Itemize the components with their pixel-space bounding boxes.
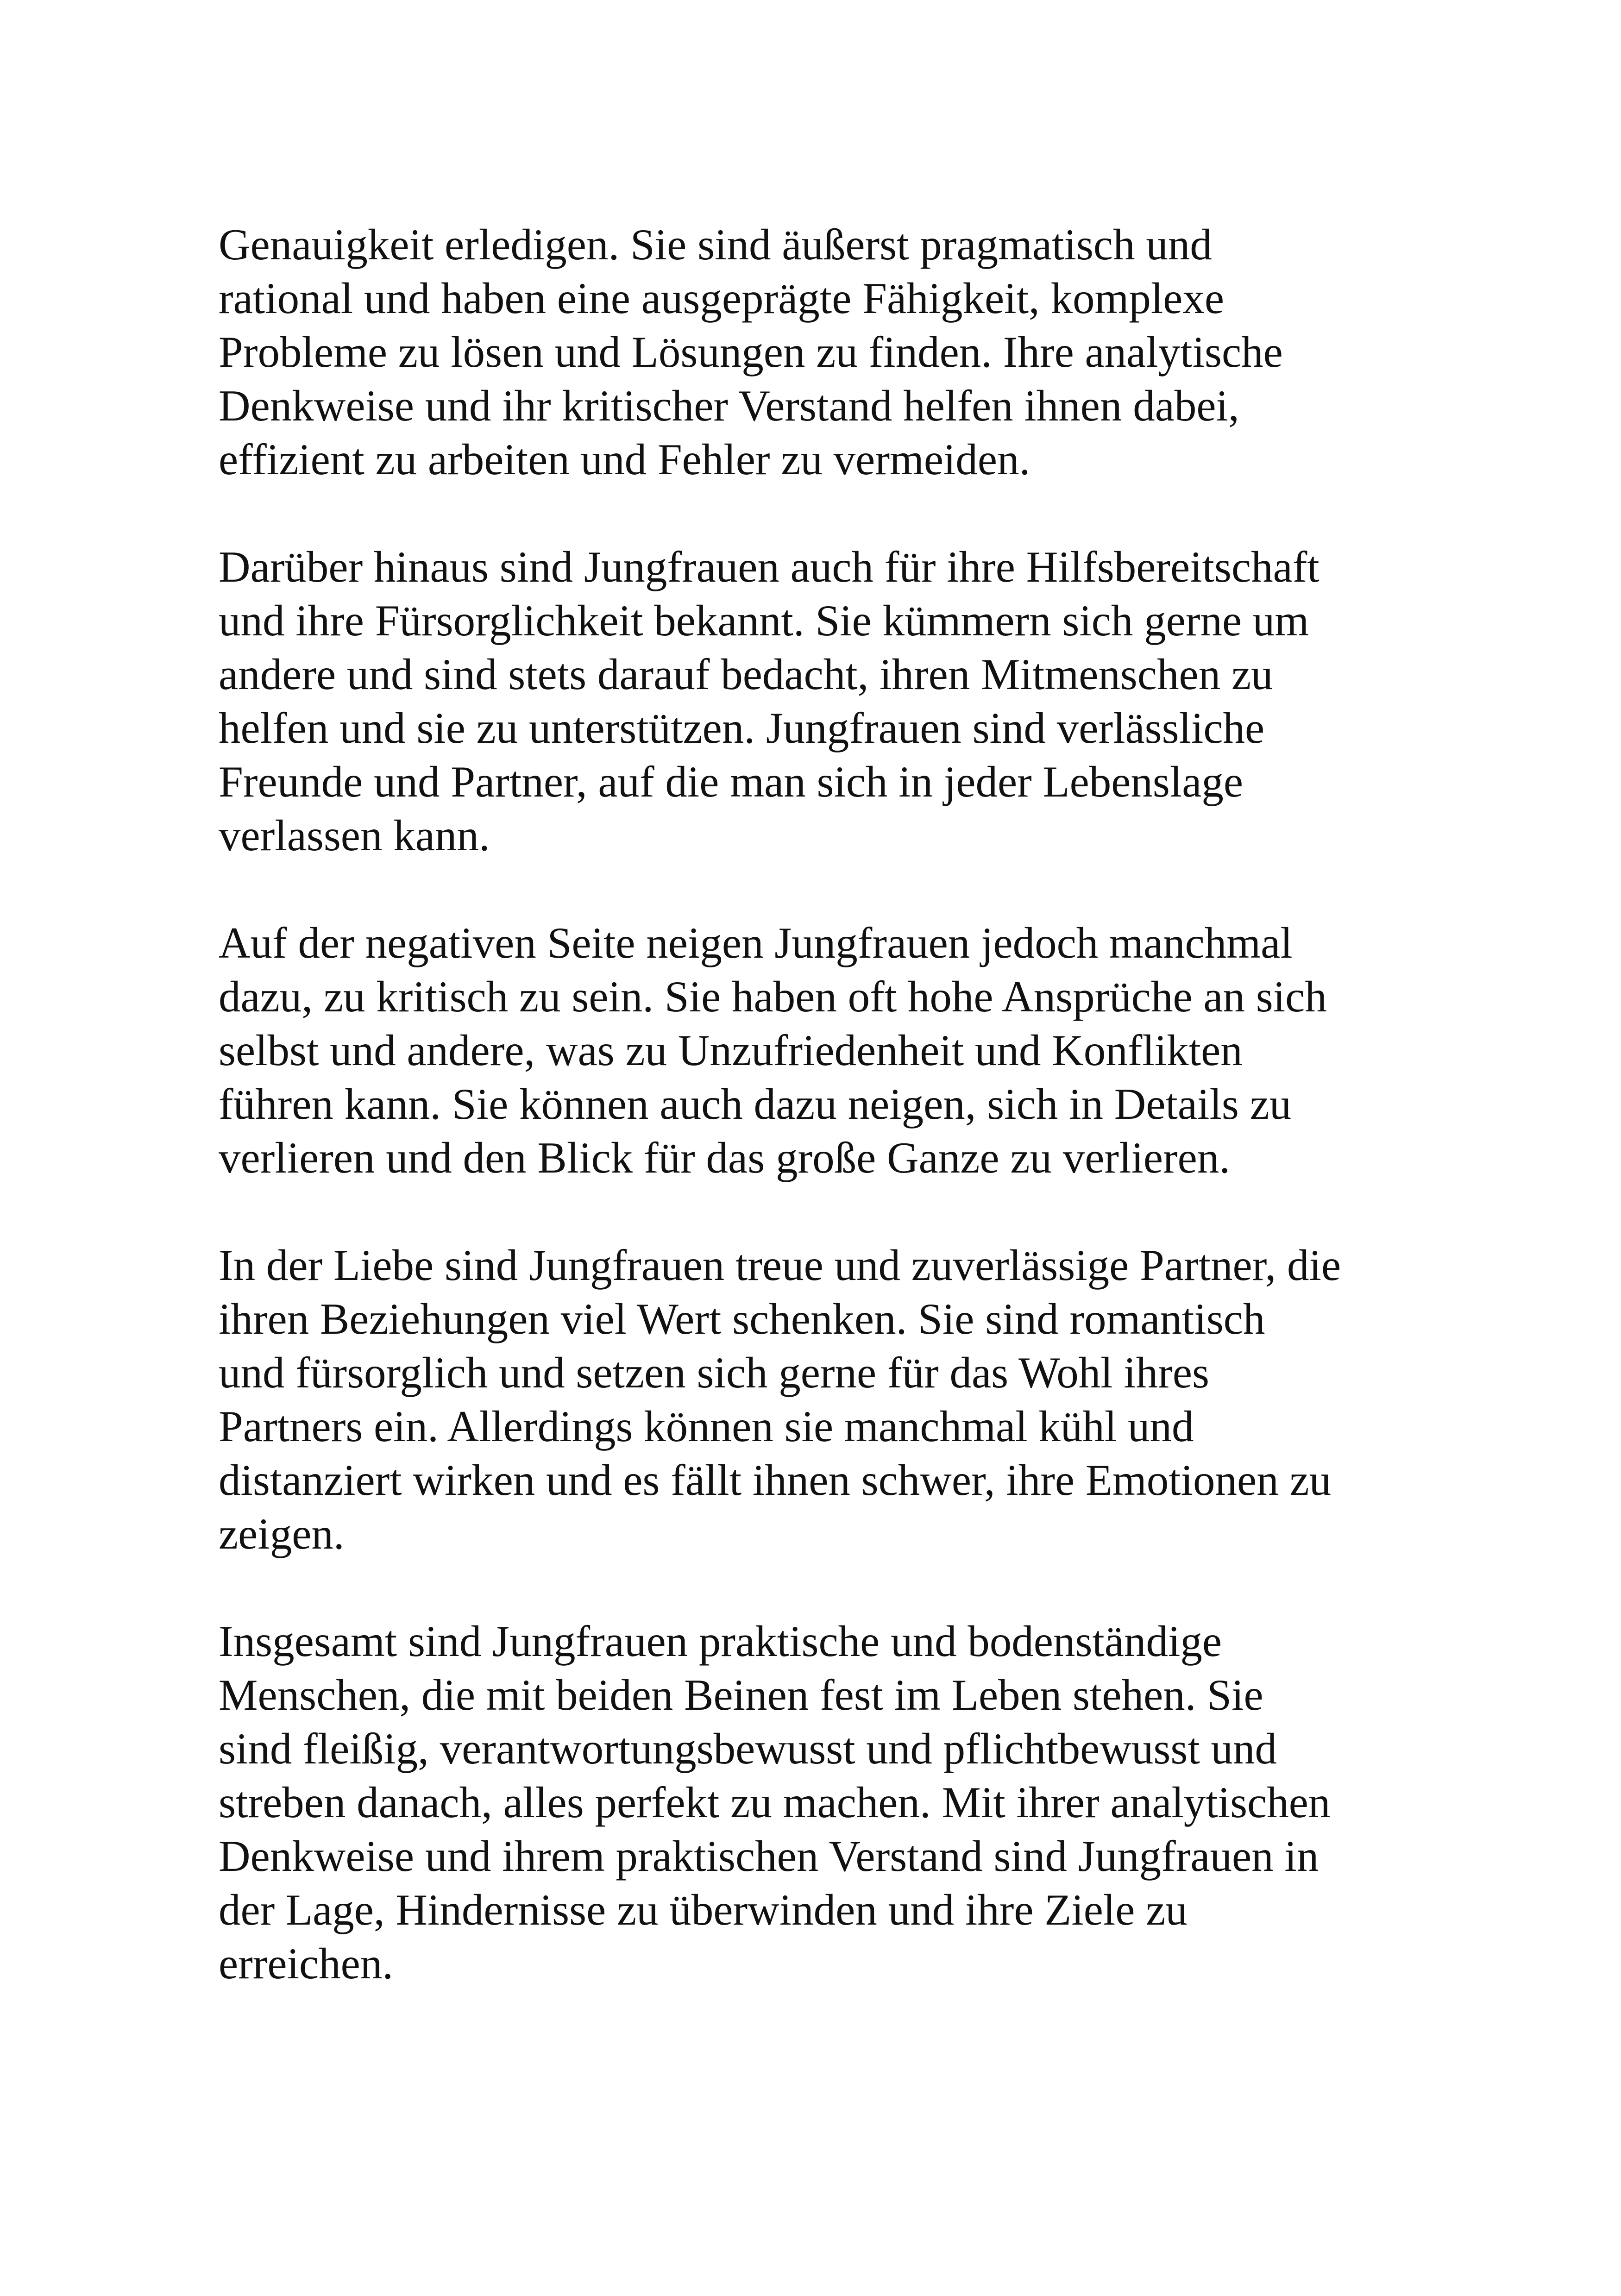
text-line: effizient zu arbeiten und Fehler zu vermeiden.	[219, 435, 1030, 484]
text-line: Menschen, die mit beiden Beinen fest im Leben stehen. Sie	[219, 1670, 1263, 1719]
text-line: In der Liebe sind Jungfrauen treue und zuverlässige Partner, die	[219, 1241, 1341, 1290]
text-line: verlassen kann.	[219, 811, 490, 860]
text-line: und ihre Fürsorglichkeit bekannt. Sie kümmern sich gerne um	[219, 596, 1309, 645]
text-line: Denkweise und ihr kritischer Verstand helfen ihnen dabei,	[219, 381, 1239, 430]
paragraph-1	[219, 218, 1469, 486]
text-line: Auf der negativen Seite neigen Jungfrauen jedoch manchmal	[219, 918, 1293, 967]
text-line: selbst und andere, was zu Unzufriedenheit und Konflikten	[219, 1026, 1243, 1075]
text-line: rational und haben eine ausgeprägte Fähigkeit, komplexe	[219, 274, 1225, 323]
text-line: Freunde und Partner, auf die man sich in jeder Lebenslage	[219, 757, 1244, 806]
text-line: Darüber hinaus sind Jungfrauen auch für ihre Hilfsbereitschaft	[219, 542, 1319, 591]
text-line: ihren Beziehungen viel Wert schenken. Sie sind romantisch	[219, 1294, 1265, 1343]
document-body	[219, 218, 1469, 2044]
text-line: Probleme zu lösen und Lösungen zu finden. Ihre analytische	[219, 327, 1283, 376]
text-line: distanziert wirken und es fällt ihnen schwer, ihre Emotionen zu	[219, 1455, 1332, 1505]
text-line: sind fleißig, verantwortungsbewusst und pflichtbewusst und	[219, 1724, 1277, 1773]
text-line: Partners ein. Allerdings können sie manchmal kühl und	[219, 1402, 1194, 1451]
paragraph-4	[219, 1238, 1469, 1561]
text-line: helfen und sie zu unterstützen. Jungfrauen sind verlässliche	[219, 703, 1265, 753]
text-line: führen kann. Sie können auch dazu neigen, sich in Details zu	[219, 1079, 1292, 1129]
text-line: streben danach, alles perfekt zu machen. Mit ihrer analytischen	[219, 1778, 1331, 1827]
text-line: zeigen.	[219, 1509, 345, 1558]
paragraph-5	[219, 1614, 1469, 1990]
text-line: und fürsorglich und setzen sich gerne für das Wohl ihres	[219, 1348, 1210, 1397]
text-line: erreichen.	[219, 1939, 394, 1988]
text-line: andere und sind stets darauf bedacht, ihren Mitmenschen zu	[219, 650, 1273, 699]
text-line: verlieren und den Blick für das große Ganze zu verlieren.	[219, 1133, 1231, 1182]
text-line: Insgesamt sind Jungfrauen praktische und bodenständige	[219, 1617, 1222, 1666]
paragraph-2	[219, 540, 1469, 862]
text-line: Genauigkeit erledigen. Sie sind äußerst pragmatisch und	[219, 220, 1212, 269]
text-line: der Lage, Hindernisse zu überwinden und ihre Ziele zu	[219, 1885, 1187, 1934]
text-line: Denkweise und ihrem praktischen Verstand sind Jungfrauen in	[219, 1832, 1319, 1881]
text-line: dazu, zu kritisch zu sein. Sie haben oft hohe Ansprüche an sich	[219, 972, 1327, 1021]
paragraph-3	[219, 916, 1469, 1185]
